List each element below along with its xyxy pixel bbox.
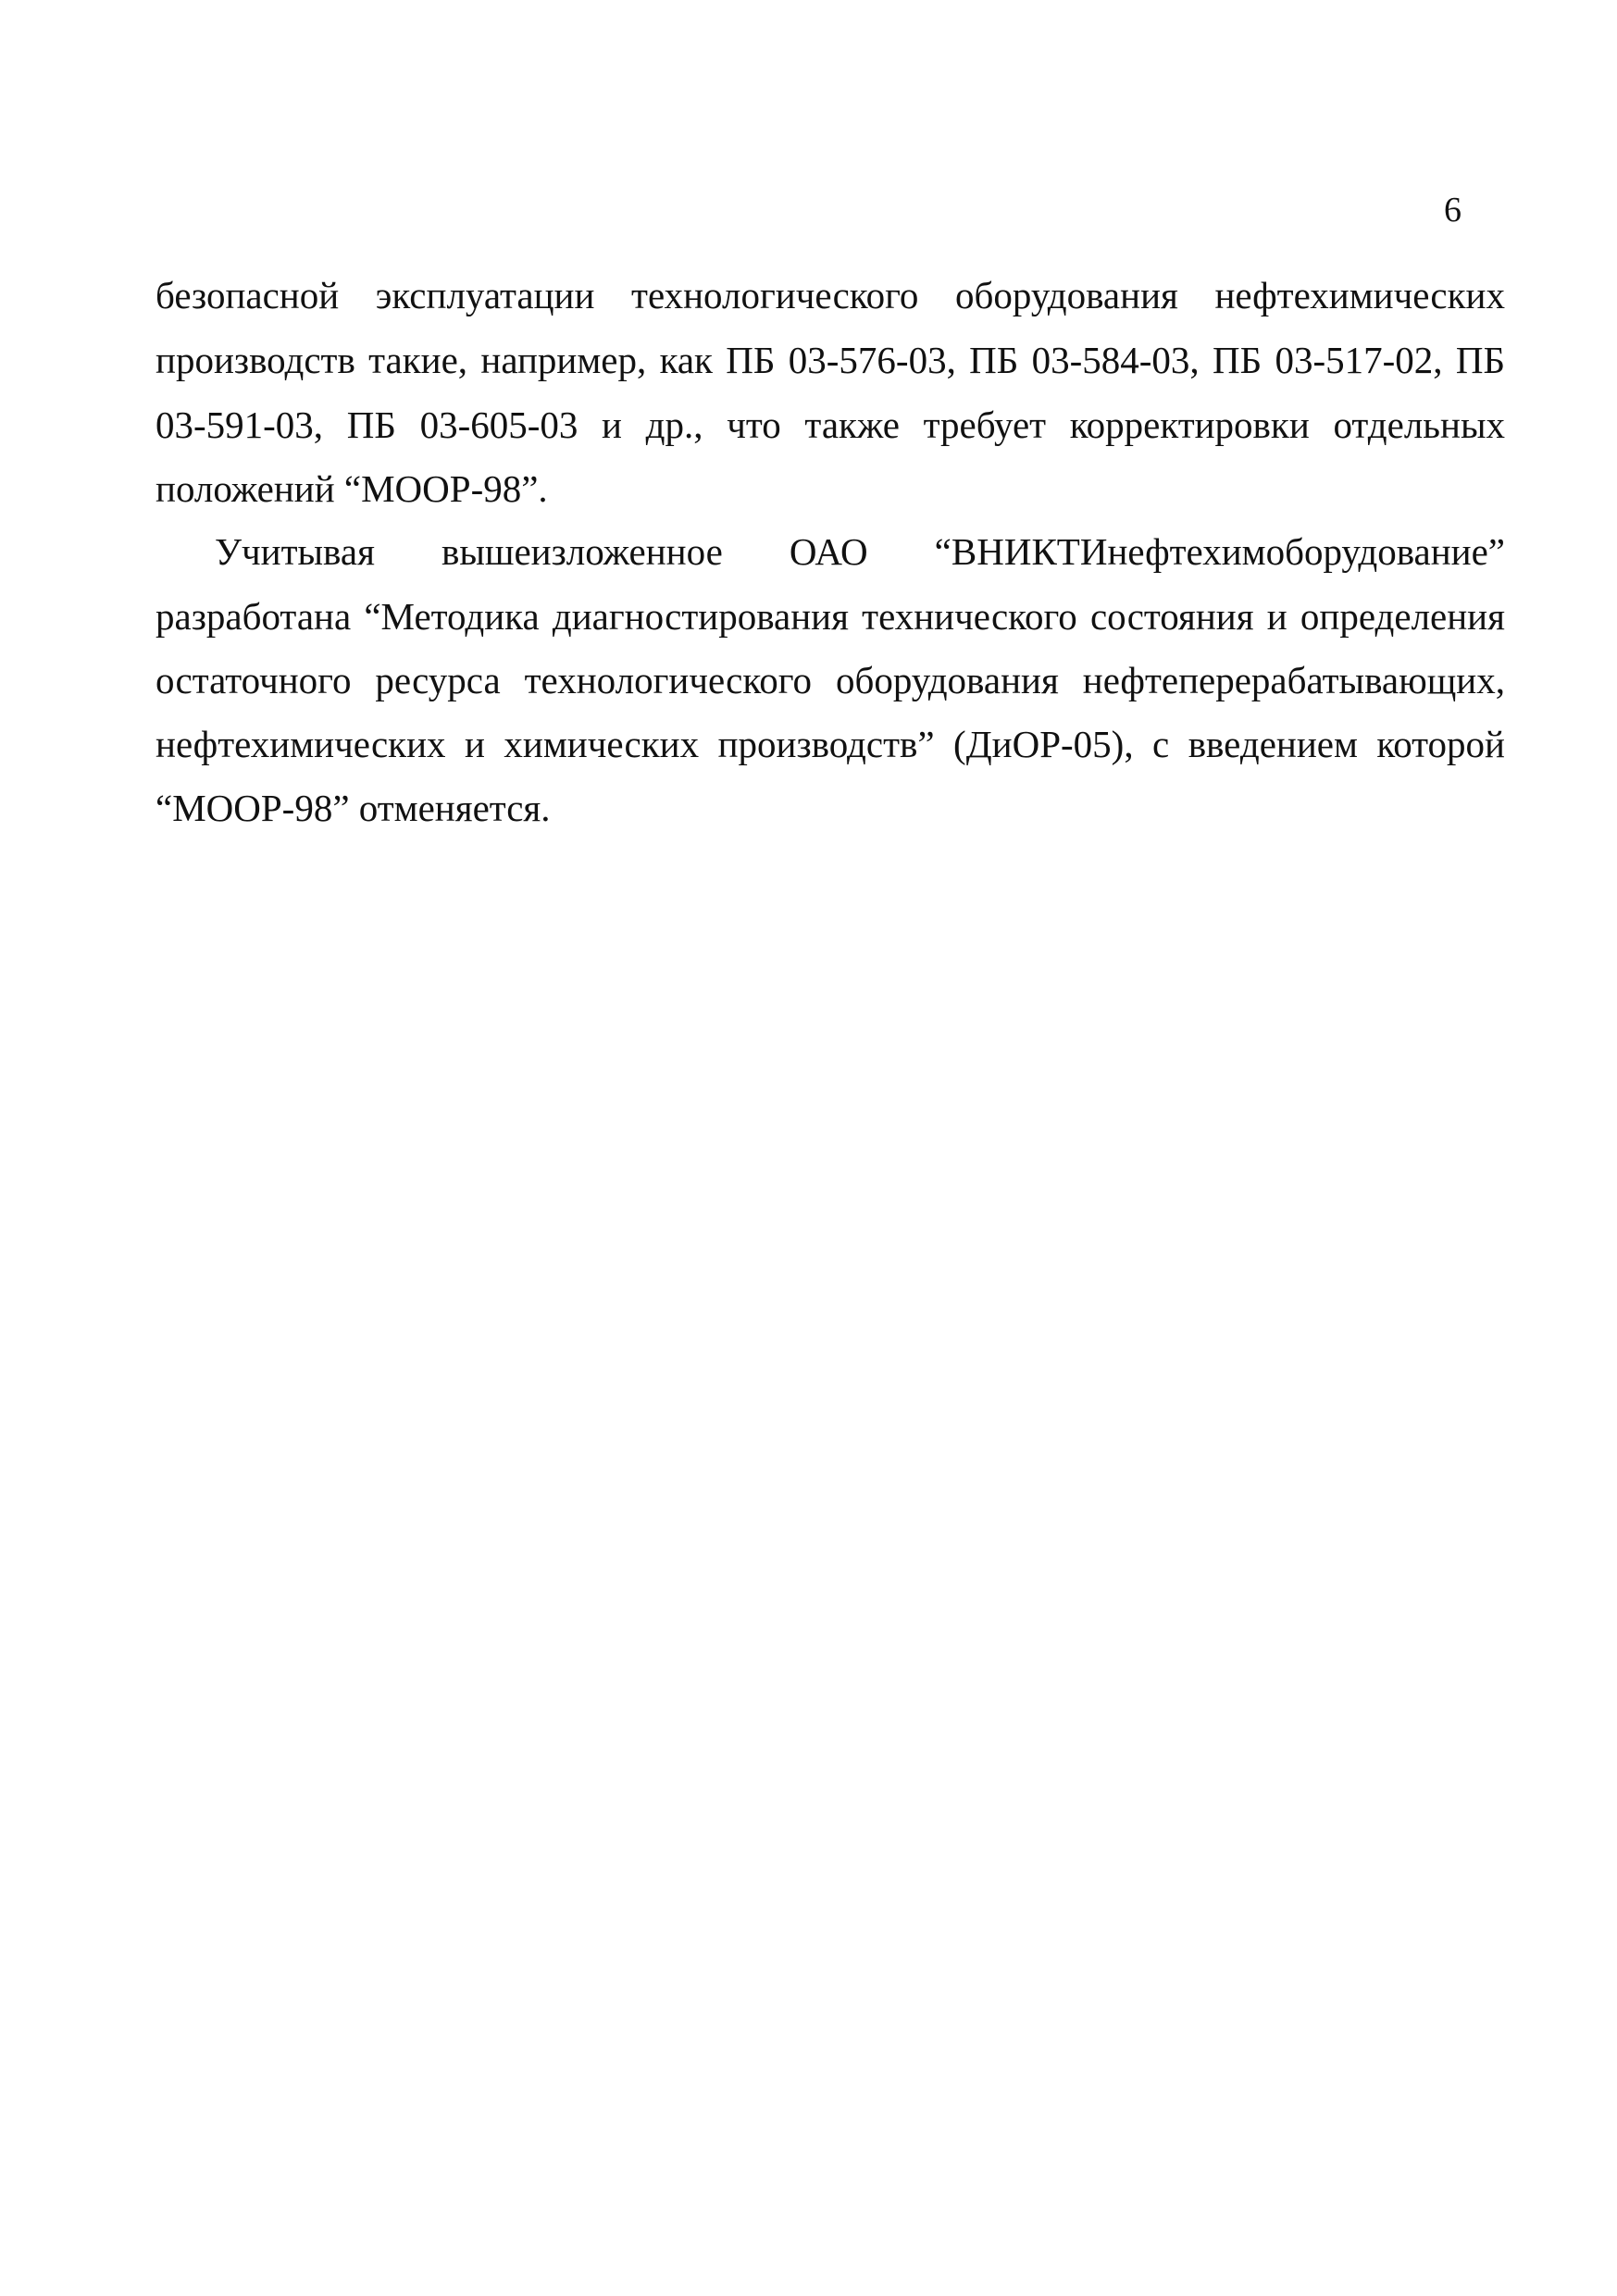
text-line: нефтехимических и химических производств” (ДиОР-05), с введением которой	[155, 723, 1505, 765]
text-line: Учитывая вышеизложенное ОАО “ВНИКТИнефтехимоборудование”	[215, 530, 1505, 573]
text-line: производств такие, например, как ПБ 03-576-03, ПБ 03-584-03, ПБ 03-517-02, ПБ	[155, 339, 1505, 381]
text-line: “МООР-98” отменяется.	[155, 787, 551, 829]
text-line: 03-591-03, ПБ 03-605-03 и др., что также требует корректировки отдельных	[155, 403, 1505, 446]
page-number: 6	[1444, 191, 1462, 230]
text-line: безопасной эксплуатации технологического оборудования нефтехимических	[155, 274, 1505, 316]
text-line: разработана “Методика диагностирования технического состояния и определения	[155, 595, 1505, 638]
text-line: остаточного ресурса технологического оборудования нефтеперерабатывающих,	[155, 659, 1505, 701]
text-line: положений “МООР-98”.	[155, 467, 548, 510]
